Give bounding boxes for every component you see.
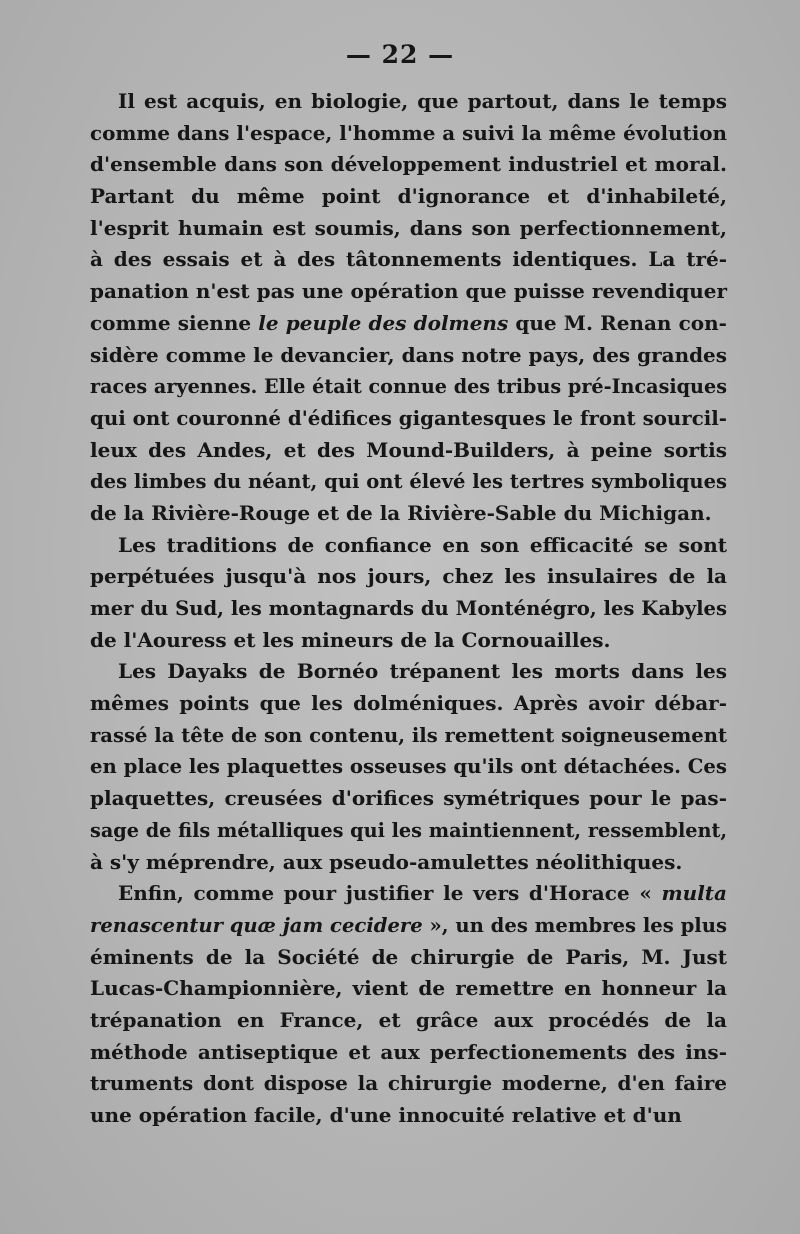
text-segment: comme sienne [90, 310, 259, 335]
text-segment: en place les plaquettes osseuses qu'ils ont détachées. Ces [90, 755, 727, 779]
text-line [90, 688, 727, 720]
text-segment: éminents de la Société de chirurgie de Paris, M. Just [90, 944, 727, 969]
text-line [90, 340, 727, 372]
italic-text: multa [661, 881, 727, 906]
text-segment: plaquettes, creusées d'orifices symétriques pour le pas- [90, 786, 727, 811]
text-line [90, 371, 727, 403]
text-segment: truments dont dispose la chirurgie moderne, d'en faire [90, 1071, 727, 1096]
text-segment: Partant du même point d'ignorance et d'inhabileté, [90, 184, 727, 209]
text-line [90, 181, 727, 213]
text-line [90, 1037, 727, 1069]
text-segment: sidère comme le devancier, dans notre pays, des grandes [90, 342, 727, 367]
text-segment: que M. Renan con- [508, 310, 727, 335]
text-segment: rassé la tête de son contenu, ils remettent soigneusement [90, 723, 727, 747]
text-line [90, 878, 727, 910]
text-line [90, 1068, 727, 1100]
text-segment: Enfin, comme pour justifier le vers d'Horace « [118, 881, 662, 906]
text-segment: de la Rivière-Rouge et de la Rivière-Sable du Michigan. [90, 500, 712, 525]
text-segment: panation n'est pas une opération que puisse revendiquer [90, 279, 727, 304]
text-segment: », un des membres les plus [422, 913, 727, 937]
text-segment: perpétuées jusqu'à nos jours, chez les insulaires de la [90, 564, 727, 589]
text-segment: des limbes du néant, qui ont élevé les tertres symboliques [90, 470, 727, 494]
text-line [90, 783, 727, 815]
text-line [90, 86, 727, 118]
text-segment: Lucas-Championnière, vient de remettre en honneur la [90, 976, 727, 1001]
text-segment: une opération facile, d'une innocuité relative et d'un [90, 1103, 682, 1127]
text-line [90, 149, 727, 181]
text-line [90, 1005, 727, 1037]
text-line [90, 1100, 727, 1132]
text-line [90, 530, 727, 562]
text-line [90, 815, 727, 847]
text-line [90, 561, 727, 593]
text-line [90, 276, 727, 308]
text-line [90, 435, 727, 467]
text-segment: Il est acquis, en biologie, que partout, dans le temps [118, 89, 727, 113]
text-segment: comme dans l'espace, l'homme a suivi la même évolution [90, 120, 727, 145]
text-segment: mêmes points que les dolméniques. Après avoir débar- [90, 691, 727, 716]
text-segment: mer du Sud, les montagnards du Monténégro, les Kabyles [90, 597, 727, 620]
text-line [90, 847, 727, 879]
paragraph [90, 86, 727, 530]
text-segment: Les Dayaks de Bornéo trépanent les morts dans les [118, 659, 727, 684]
text-line [90, 625, 727, 657]
text-segment: méthode antiseptique et aux perfectionements des ins- [90, 1039, 727, 1064]
text-line [90, 244, 727, 276]
text-line [90, 213, 727, 245]
text-segment: trépanation en France, et grâce aux procédés de la [90, 1007, 727, 1032]
text-segment: l'esprit humain est soumis, dans son perfectionnement, [90, 215, 727, 240]
text-segment: races aryennes. Elle était connue des tribus pré-Incasiques [90, 375, 727, 399]
body-text [90, 86, 727, 1132]
text-segment: leux des Andes, et des Mound-Builders, à peine sortis [90, 437, 727, 462]
text-line [90, 118, 727, 150]
text-segment: à des essais et à des tâtonnements identiques. La tré- [90, 247, 727, 272]
text-segment: de l'Aouress et les mineurs de la Cornouailles. [90, 627, 611, 652]
italic-text: renascentur quæ jam cecidere [90, 913, 423, 937]
text-line [90, 656, 727, 688]
text-line [90, 942, 727, 974]
italic-text: le peuple des dolmens [258, 310, 509, 335]
paragraph [90, 656, 727, 878]
text-line [90, 751, 727, 783]
paragraph [90, 878, 727, 1132]
text-segment: à s'y méprendre, aux pseudo-amulettes néolithiques. [90, 849, 683, 874]
text-line [90, 973, 727, 1005]
paragraph [90, 530, 727, 657]
text-line [90, 593, 727, 625]
text-segment: Les traditions de confiance en son efficacité se sont [118, 532, 727, 557]
text-line [90, 910, 727, 942]
text-segment: qui ont couronné d'édifices gigantesques le front sourcil- [90, 405, 727, 430]
text-line [90, 466, 727, 498]
text-segment: sage de fils métalliques qui les maintiennent, ressemblent, [90, 818, 728, 842]
text-line [90, 720, 727, 752]
text-line [90, 498, 727, 530]
text-segment: d'ensemble dans son développement industriel et moral. [90, 152, 727, 177]
text-line [90, 308, 727, 340]
text-line [90, 403, 727, 435]
page-number: — 22 — [345, 40, 455, 69]
